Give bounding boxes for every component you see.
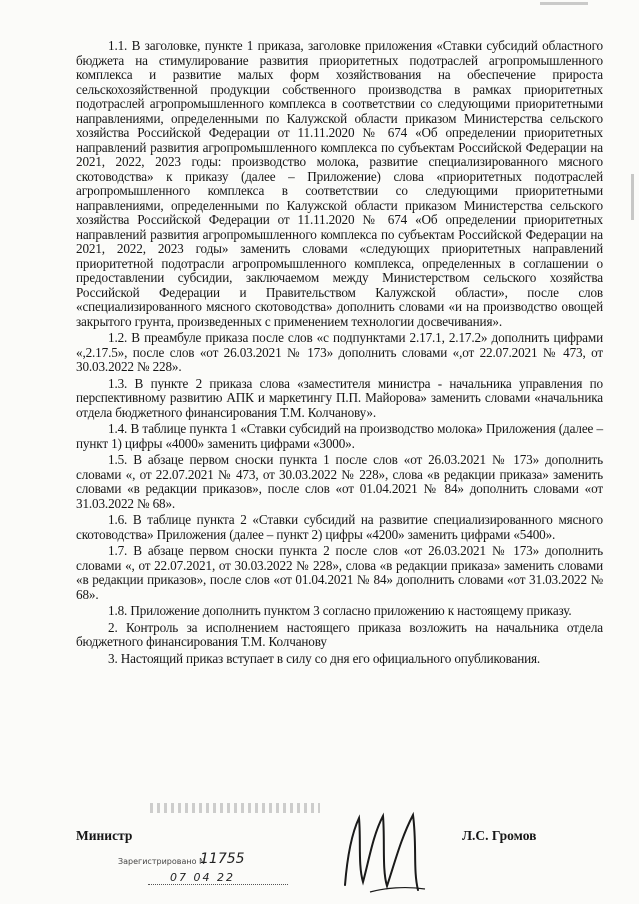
paragraph-1-3: 1.3. В пункте 2 приказа слова «заместителя министра - начальника управления по перспективному развитию АПК и маркетингу П.П. Майорова» заменить словами «начальника отдела бюджетного финансирования Т.М. Колчанову».	[76, 375, 603, 420]
paragraph-1-1: 1.1. В заголовке, пункте 1 приказа, заголовке приложения «Ставки субсидий областного бюджета на стимулирование развития приоритетных подотраслей агропромышленного комплекса и развитие малых форм хозяйствования на обеспечение прироста сельскохозяйственной продукции собственного производства в рамках приоритетных подотраслей агропромышленного комплекса в соответствии со следующими приоритетными направлениями, определенными по Калужской области приказом Министерства сельского хозяйства Российской Федерации от 11.11.2020 № 674 «Об определении приоритетных направлений развития агропромышленного комплекса по субъектам Российской Федерации на 2021, 2022, 2023 годы: производство молока, развитие специализированного мясного скотоводства» к приказу (далее – Приложение) слова «приоритетных подотраслей агропромышленного комплекса в соответствии со следующими приоритетными направлениями, определенными по Калужской области приказом Министерства сельского хозяйства Российской Федерации от 11.11.2020 № 674 «Об определении приоритетных направлений развития агропромышленного комплекса по субъектам Российской Федерации на 2021, 2022, 2023 годы» заменить словами «следующих приоритетных направлений приоритетной подотрасли агропромышленного комплекса, определенных в соглашении о предоставлении субсидии, заключаемом между Министерством сельского хозяйства Российской Федерации и Правительством Калужской области», после слов «специализированного мясного скотоводства» дополнить словами «и на производство овощей закрытого грунта, произведенных с применением технологии досвечивания».	[76, 38, 603, 329]
paragraph-1-7: 1.7. В абзаце первом сноски пункта 2 после слов «от 26.03.2021 № 173» дополнить словами «, от 22.07.2021, от 30.03.2022 № 228», слова «в редакции приказа» заменить словами «в редакции приказов», после слов «от 01.04.2021 № 84» дополнить словами «от 31.03.2022 № 68».	[76, 543, 603, 602]
scan-artifact	[631, 174, 634, 220]
registration-number: 11755	[200, 851, 245, 867]
paragraph-1-6: 1.6. В таблице пункта 2 «Ставки субсидий на развитие специализированного мясного скотоводства» Приложения (далее – пункт 2) цифры «4200» заменить цифрами «5400».	[76, 512, 603, 542]
stamp-underline	[148, 884, 288, 885]
scan-artifact	[540, 2, 588, 5]
paragraph-1-8: 1.8. Приложение дополнить пунктом 3 согласно приложению к настоящему приказу.	[108, 603, 572, 618]
paragraph-1-4: 1.4. В таблице пункта 1 «Ставки субсидий на производство молока» Приложения (далее – пункт 1) цифры «4000» заменить цифрами «3000».	[76, 421, 603, 451]
paragraph-3: 3. Настоящий приказ вступает в силу со дня его официального опубликования.	[108, 650, 541, 666]
stamp-label: Зарегистрировано N	[118, 857, 206, 866]
faded-stamp-imprint	[150, 803, 320, 813]
registration-date: 07 04 22	[170, 871, 235, 884]
handwritten-signature	[325, 800, 475, 900]
paragraph-1-2: 1.2. В преамбуле приказа после слов «с подпунктами 2.17.1, 2.17.2» дополнить цифрами «,2.17.5», после слов «от 26.03.2021 № 173» дополнить словами «,от 22.07.2021 № 473, от 30.03.2022 № 228».	[76, 330, 603, 374]
signer-title: Министр	[76, 828, 133, 843]
order-body	[76, 39, 603, 666]
signer-name: Л.С. Громов	[462, 828, 537, 843]
paragraph-2: 2. Контроль за исполнением настоящего приказа возложить на начальника отдела бюджетного финансирования Т.М. Колчанову	[76, 619, 603, 649]
registration-stamp	[118, 851, 288, 891]
paragraph-1-5: 1.5. В абзаце первом сноски пункта 1 после слов «от 26.03.2021 № 173» дополнить словами «, от 22.07.2021 № 473, от 30.03.2022 № 228», слова «в редакции приказа» заменить словами «в редакции приказов», после слов «от 01.04.2021 № 84» дополнить словами «от 31.03.2022 № 68».	[76, 452, 603, 511]
